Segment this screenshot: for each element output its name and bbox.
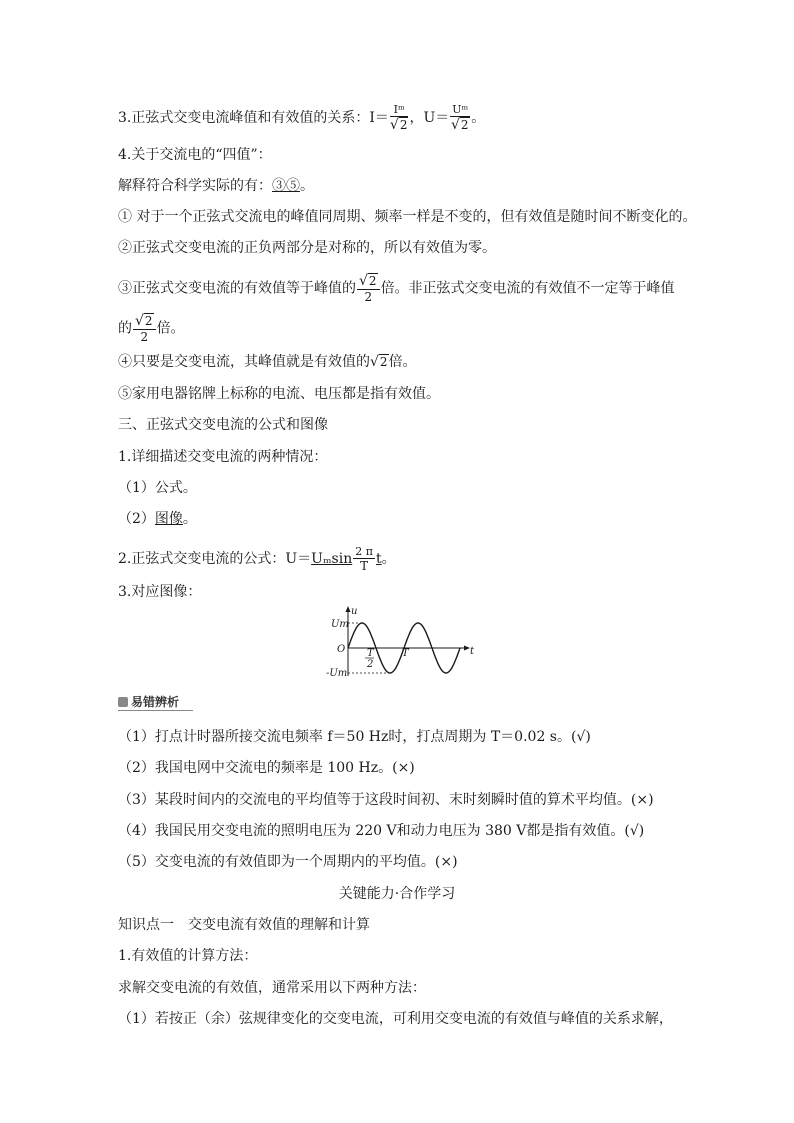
- text: 。: [471, 110, 486, 126]
- answer-value: 图像: [154, 511, 183, 527]
- text: 倍。非正弦式交变电流的有效值不一定等于峰值: [380, 280, 675, 297]
- section-title: 关键能力·合作学习: [338, 886, 456, 902]
- text: 。: [381, 551, 396, 567]
- statement-1: ① 对于一个正弦式交流电的峰值同周期、频率一样是不变的，但有效值是随时间不断变化的。: [118, 209, 697, 225]
- fraction-2pi-over-t: [353, 546, 375, 572]
- neg-um-label: -Um: [326, 668, 348, 679]
- numerator: 2 π: [355, 545, 373, 558]
- sqrt-value: 2: [144, 314, 153, 328]
- sine-wave-graph: [320, 604, 480, 680]
- knowledge-point-1: 知识点一 交变电流有效值的理解和计算: [118, 917, 370, 933]
- t-axis-label: t: [470, 646, 475, 657]
- rms-peak-relation-line: [118, 104, 485, 132]
- rms-calc-heading: 1.有效值的计算方法：: [118, 948, 258, 964]
- denominator: √2: [389, 117, 408, 133]
- sqrt-value: 2: [399, 118, 408, 132]
- text: ④只要是交变电流，其峰值就是有效值的: [118, 354, 370, 370]
- answer-value: ③⑤: [272, 178, 300, 194]
- text: （2）: [118, 511, 155, 527]
- text: 倍。: [156, 320, 185, 337]
- numerator: Uᵐ: [452, 103, 469, 116]
- fraction-sqrt2-over-2: [133, 314, 156, 343]
- judgement-1: （1）打点计时器所接交流电频率 f＝50 Hz时，打点周期为 T＝0.02 s。(√): [118, 729, 591, 745]
- judgement-2: （2）我国电网中交流电的频率是 100 Hz。(×): [118, 760, 415, 776]
- half-period-numerator: T: [367, 648, 374, 659]
- statement-2: ②正弦式交变电流的正负两部分是对称的，所以有效值为零。: [118, 240, 496, 256]
- judgement-3: （3）某段时间内的交流电的平均值等于这段时间初、末时刻瞬时值的算术平均值。(×): [118, 792, 654, 808]
- badge-label: 易错辨析: [131, 695, 180, 709]
- numerator: √2: [133, 314, 156, 330]
- text: 的: [118, 320, 132, 337]
- text: 。: [300, 178, 314, 194]
- item-1-1: （1）公式。: [118, 480, 197, 496]
- four-values-heading: 4.关于交流电的“四值”：: [118, 147, 272, 163]
- answer-value: Uₘsin: [311, 551, 353, 567]
- statement-3-cont: [118, 314, 185, 343]
- section-heading-3: 三、正弦式交变电流的公式和图像: [118, 417, 328, 433]
- statement-4: [118, 352, 417, 372]
- answer-line: [118, 176, 314, 196]
- item-1-2: [118, 509, 197, 529]
- text: ③正弦式交变电流的有效值等于峰值的: [118, 280, 356, 297]
- graph-heading: 3.对应图像：: [118, 584, 202, 600]
- denominator: 2: [140, 330, 149, 344]
- badge-icon: [118, 697, 128, 707]
- sqrt-value: 2: [368, 274, 377, 288]
- item-1-heading: 1.详细描述交变电流的两种情况：: [118, 449, 328, 465]
- text: ，U＝: [409, 110, 450, 126]
- origin-label: O: [337, 644, 346, 655]
- fraction-u: [450, 104, 470, 132]
- numerator: √2: [357, 274, 380, 290]
- answer-value: t: [375, 551, 382, 567]
- text: 3.正弦式交变电流峰值和有效值的关系：I＝: [118, 110, 389, 126]
- common-mistakes-badge: [118, 694, 193, 711]
- rms-calc-method-1: （1）若按正（余）弦规律变化的交变电流，可利用交变电流的有效值与峰值的关系求解，: [118, 1011, 673, 1027]
- fraction-i: [390, 104, 409, 132]
- u-axis-label: u: [351, 606, 358, 617]
- denominator: T: [360, 559, 369, 573]
- statement-3: [118, 274, 675, 303]
- rms-calc-intro: 求解交变电流的有效值，通常采用以下两种方法：: [118, 980, 426, 996]
- formula-line: [118, 546, 396, 572]
- text: 。: [182, 511, 197, 527]
- u-axis-arrow: [346, 606, 351, 612]
- statement-5: ⑤家用电器铭牌上标称的电流、电压都是指有效值。: [118, 386, 440, 402]
- text: 倍。: [388, 354, 417, 370]
- um-label: Um: [331, 619, 349, 630]
- sqrt-value: 2: [379, 355, 388, 369]
- text: 解释符合科学实际的有：: [118, 178, 272, 194]
- denominator: 2: [364, 290, 373, 304]
- judgement-5: （5）交变电流的有效值即为一个周期内的平均值。(×): [118, 854, 458, 870]
- judgement-4: （4）我国民用交变电流的照明电压为 220 V和动力电压为 380 V都是指有效值。(√): [118, 823, 645, 839]
- half-period-denominator: 2: [367, 659, 374, 670]
- denominator: √2: [451, 117, 469, 133]
- sqrt: √2: [370, 354, 388, 370]
- text: 2.正弦式交变电流的公式：U＝: [118, 551, 312, 567]
- sqrt-value: 2: [460, 118, 469, 132]
- numerator: Iᵐ: [390, 104, 409, 117]
- fraction-sqrt2-over-2: [357, 274, 380, 303]
- period-label: T: [402, 648, 409, 659]
